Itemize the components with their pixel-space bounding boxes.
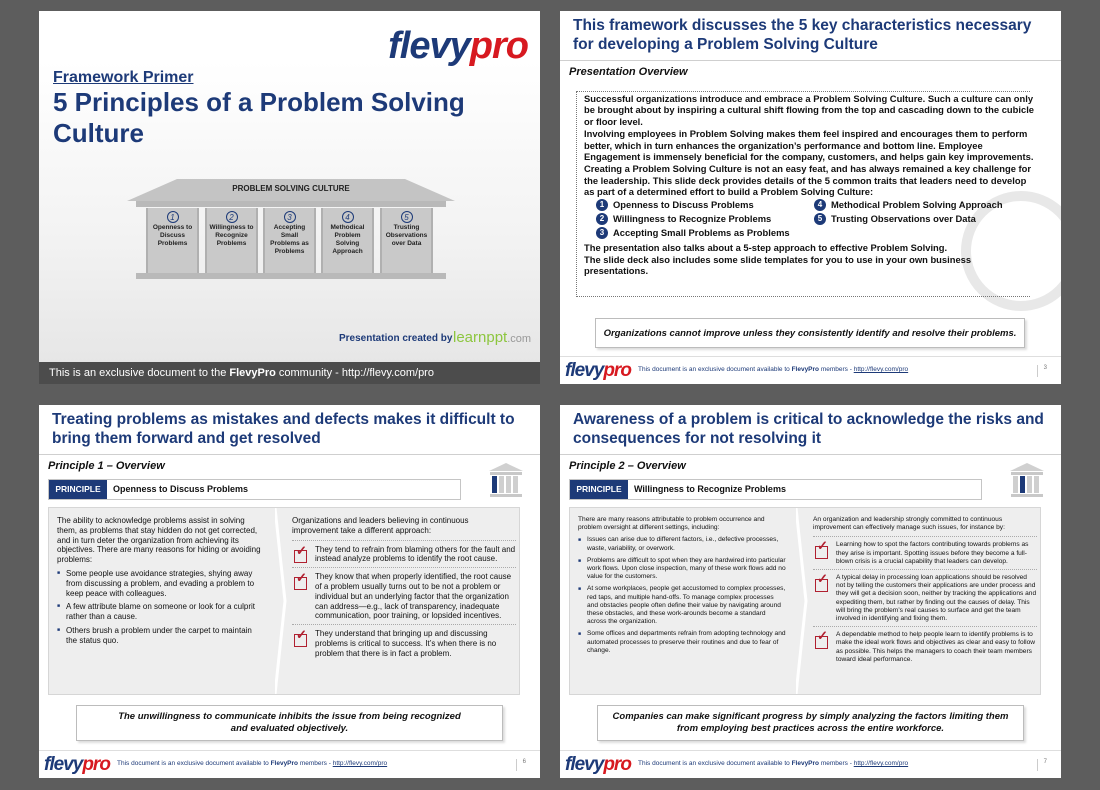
overview-slide: [560, 11, 1061, 384]
left-intro: There are many reasons attributable to problem occurrence and problem oversight at different settings, including:: [578, 516, 765, 532]
pillar-3: 3 Accepting Small Problems as Problems: [263, 208, 316, 273]
page-number: 6: [516, 759, 526, 771]
overview-paragraph-5: The slide deck also includes some slide templates for you to use in your own business presentations.: [584, 254, 972, 277]
check-item: ✓ Learning how to spot the factors contributing towards problems as they arise is important. Spotting issues before they become a full-blown crisis is a crucial capability that leaders can develop.: [813, 536, 1037, 569]
flevypro-logo: flevypro: [388, 25, 528, 67]
list-item: ■ A few attribute blame on someone or look for a culprit rather than a cause.: [57, 602, 265, 622]
principle-bar: [48, 479, 461, 500]
chevron-divider-icon: [796, 508, 808, 694]
flevy-link[interactable]: http://flevy.com/pro: [332, 760, 388, 767]
checkbox-icon: [294, 550, 307, 563]
right-column: [292, 516, 516, 662]
principle-tag: PRINCIPLE: [570, 480, 628, 499]
slide-subtitle: Principle 1 – Overview: [48, 460, 165, 472]
presentation-created-by: Presentation created by: [339, 333, 453, 344]
flevypro-logo: flevypro: [44, 754, 110, 775]
left-column: [578, 516, 786, 659]
temple-base: [136, 273, 446, 279]
checkbox-icon: [815, 579, 828, 592]
principle-bar: [569, 479, 982, 500]
content-panel: [569, 507, 1041, 695]
principle-1-slide: [39, 405, 540, 778]
temple-beam: [136, 201, 446, 207]
title-divider: [560, 454, 1061, 455]
list-item: 3 Accepting Small Problems as Problems: [596, 227, 814, 239]
temple-pillars-icon: [1008, 461, 1046, 499]
footer-text: This document is an exclusive document available to FlevyPro members - http://flevy.com/pro: [117, 760, 388, 767]
right-column: [813, 516, 1037, 667]
list-item: 4 Methodical Problem Solving Approach: [814, 199, 1034, 211]
checkbox-icon: [815, 546, 828, 559]
list-item: ■ At some workplaces, people get accustomed to complex processes, red taps, and multiple hand-offs. To manage complex processes and obstacles people often define their value by navigating around these obstacles, and these work-arounds become a standard across the organization.: [578, 585, 786, 626]
check-item: ✓ A typical delay in processing loan applications should be resolved not by telling the customers their applications are under process and they will get a decision soon, neither by tracking the applications and expediting them, but rather by finding out the causes of delay. This will bring the problem’s real causes to surface and get the team involved in identifying and fixing them.: [813, 569, 1037, 626]
overview-paragraph-1: Successful organizations introduce and embrace a Problem Solving Culture. Such a culture can only be brought about by inspiring a cultural shift flowing from the top and cascading down to the cubicle or floor level.: [584, 93, 1035, 127]
pillar-5: 5 Trusting Observations over Data: [380, 208, 433, 273]
callout-box: Organizations cannot improve unless they consistently identify and resolve their problems.: [595, 318, 1025, 348]
page-number: 7: [1037, 759, 1047, 771]
principle-tag: PRINCIPLE: [49, 480, 107, 499]
flevypro-logo: flevypro: [565, 754, 631, 775]
list-item: ■ Some offices and departments refrain from adopting technology and automated processes to preserve their routines and due to fear of change.: [578, 630, 786, 655]
left-intro: The ability to acknowledge problems assist in solving them, as problems that stay hidden do not get corrected, and in turn deter the organization from achieving its objectives. There are many reasons for hiding or avoiding problems:: [57, 516, 261, 565]
page-number: 3: [1037, 365, 1047, 377]
overview-paragraph-2: Involving employees in Problem Solving makes them feel inspired and encourages them to perform better, which in turn enhances the organization’s performance and bottom line. Employee Engagement is immensely beneficial for the company, customers, and helps gain key improvements.: [584, 128, 1034, 163]
checkbox-icon: [815, 636, 828, 649]
framework-primer-label: Framework Primer: [53, 69, 194, 86]
slide-title: This framework discusses the 5 key characteristics necessary for developing a Problem Solving Culture: [573, 17, 1032, 53]
checkbox-icon: [294, 634, 307, 647]
list-item: 5 Trusting Observations over Data: [814, 213, 1034, 225]
check-item: ✓ They know that when properly identified, the root cause of a problem usually turns out to be not a problem or individual but an underlying factor that the organization can address—e.g., lack of transparency, inadequate communication, poor training, or lopsided incentives.: [292, 567, 516, 624]
overview-paragraph-4: The presentation also talks about a 5-step approach to effective Problem Solving.: [584, 241, 948, 253]
footer-text: This document is an exclusive document available to FlevyPro members - http://flevy.com/pro: [638, 760, 909, 767]
list-item: ■ Others brush a problem under the carpet to maintain the status quo.: [57, 626, 265, 646]
list-item: ■ Problems are difficult to spot when they are hardwired into particular work flows. Upon close inspection, many of these work flows add no value for the customers.: [578, 557, 786, 582]
principle-name: Openness to Discuss Problems: [113, 484, 249, 494]
list-item: ■ Some people use avoidance strategies, shying away from discussing a problem, and evading a problem to keep peace with colleagues.: [57, 569, 265, 598]
callout-box: Companies can make significant progress by simply analyzing the factors limiting them from employing best practices across the entire workforce.: [597, 705, 1024, 741]
principle-2-slide: [560, 405, 1061, 778]
principles-list: [596, 199, 1034, 239]
slide-title: Awareness of a problem is critical to acknowledge the risks and consequences for not resolving it: [573, 411, 1044, 447]
footer-text: This document is an exclusive document available to FlevyPro members - http://flevy.com/pro: [638, 366, 909, 373]
pillar-2: 2 Willingness to Recognize Problems: [205, 208, 258, 273]
slide-title: Treating problems as mistakes and defects makes it difficult to bring them forward and get resolved: [52, 411, 515, 447]
check-item: ✓ They tend to refrain from blaming others for the fault and instead analyze problems to identify the root cause.: [292, 540, 516, 568]
checkbox-icon: [294, 577, 307, 590]
chevron-divider-icon: [275, 508, 287, 694]
check-item: ✓ They understand that bringing up and discussing problems is critical to success. It’s when there is no problem that there is in fact a problem.: [292, 624, 516, 661]
temple-pillars-icon: [487, 461, 525, 499]
cover-slide: [39, 11, 540, 384]
flevypro-logo: flevypro: [565, 360, 631, 381]
pillar-1: 1 Openness to Discuss Problems: [146, 208, 199, 273]
learnppt-logo: learnppt.com: [453, 329, 532, 346]
slide-footer: [39, 750, 540, 778]
roof-label: PROBLEM SOLVING CULTURE: [232, 184, 350, 193]
content-panel: [48, 507, 520, 695]
flevy-link[interactable]: http://flevy.com/pro: [853, 760, 909, 767]
slide-subtitle: Principle 2 – Overview: [569, 460, 686, 472]
left-bullets: [57, 569, 265, 646]
list-item: ■ Issues can arise due to different factors, i.e., defective processes, waste, variability, or overwork.: [578, 536, 786, 552]
slide-footer: [560, 750, 1061, 778]
list-item: 1 Openness to Discuss Problems: [596, 199, 814, 211]
right-intro: Organizations and leaders believing in continuous improvement take a different approach:: [292, 516, 469, 535]
overview-body: [584, 93, 1034, 278]
flevy-link[interactable]: http://flevy.com/pro: [853, 366, 909, 373]
principle-name: Willingness to Recognize Problems: [634, 484, 786, 494]
slide-footer: [560, 356, 1061, 384]
callout-box: The unwillingness to communicate inhibits the issue from being recognized and evaluated objectively.: [76, 705, 503, 741]
cover-footer: This is an exclusive document to the FlevyPro community - http://flevy.com/pro: [39, 362, 540, 384]
pillar-4: 4 Methodical Problem Solving Approach: [321, 208, 374, 273]
title-divider: [39, 454, 540, 455]
left-column: [57, 516, 265, 650]
check-item: ✓ A dependable method to help people learn to identify problems is to make the ideal work flows and objectives as clear and easy to follow as possible. This helps the managers to coach their team members toward ideal performance.: [813, 626, 1037, 667]
cover-title: 5 Principles of a Problem Solving Culture: [53, 87, 465, 148]
overview-paragraph-3: Creating a Problem Solving Culture is not an easy feat, and has always remained a key challenge for the leadership. This slide deck provides details of the 5 common traits that leaders need to develop as part of a determined effort to build a Problem Solving Culture:: [584, 163, 1032, 198]
left-bullets: [578, 536, 786, 655]
right-intro: An organization and leadership strongly committed to continuous improvement can effectively manage such issues, for instance by:: [813, 516, 1005, 532]
slide-subtitle: Presentation Overview: [569, 66, 688, 78]
title-divider: [560, 60, 1061, 61]
list-item: 2 Willingness to Recognize Problems: [596, 213, 814, 225]
